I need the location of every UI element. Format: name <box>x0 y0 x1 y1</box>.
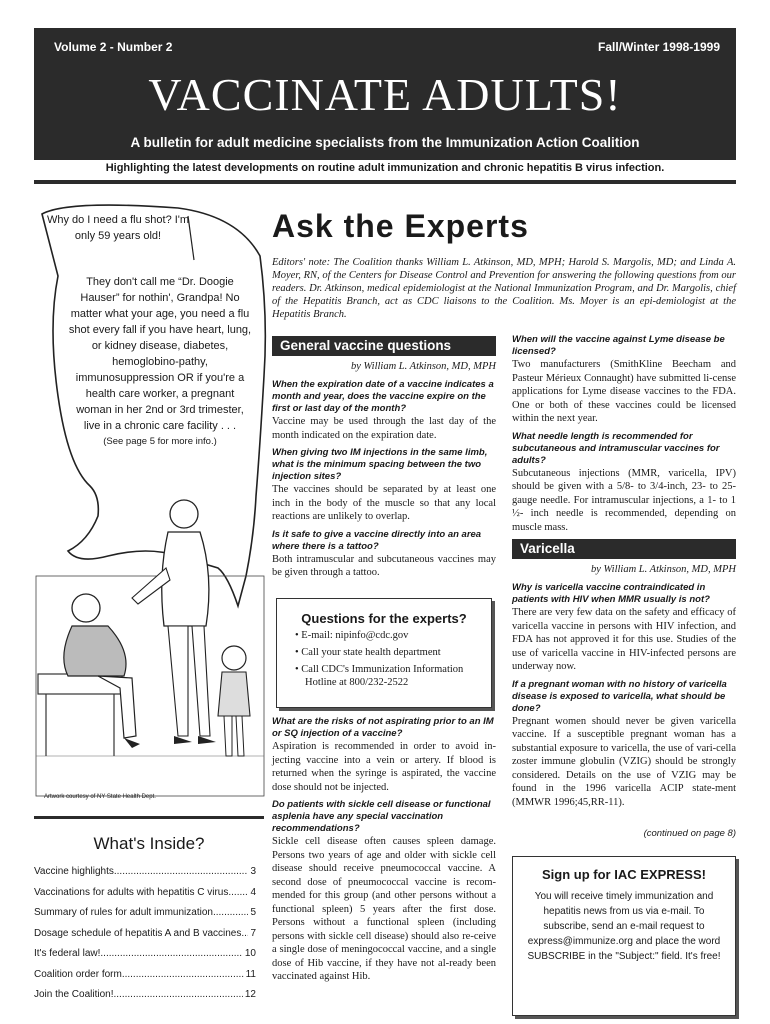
toc-leader <box>114 989 243 1000</box>
toc-page: 12 <box>244 989 256 1000</box>
toc-leader <box>213 907 248 918</box>
answer-text: Sickle cell disease often causes spleen damage. Persons two years of age and older with sickle cell disease should receive pneumococcal vaccine. A second dose of pneumococcal vaccine is recom-mended for this group (and other persons without a functional spleen) 5 years after the first dose. Persons without a functional spleen (including persons with sickle cell disease) should also re-ceive a single dose of meningococcal vaccine, and a single dose of Hib vaccine, if they have not al-ready been vaccinated against Hib. <box>272 836 496 982</box>
general-heading: General vaccine questions <box>272 336 496 356</box>
answer-text: Pregnant women should never be given varicella vaccine. If a susceptible pregnant woman has a substantial exposure to varicella, the use of vari-cella zoster immune globulin (VZIG) should be strongly considered. Details on the use of VZIG may be found in the 1996 varicella ACIP state-ment (MMWR 1996;45,RR-11). <box>512 715 736 808</box>
signup-body: You will receive timely immunization and hepatitis news from us via e-mail. To subscribe, send an e-mail request to express@immunize.org and place the word SUBSCRIBE in the "Subject:" field. It's free! <box>527 891 721 962</box>
toc-label: Coalition order form <box>34 968 122 980</box>
toc-leader <box>241 928 248 939</box>
toc-label: Summary of rules for adult immunization <box>34 907 213 918</box>
toc-item[interactable] <box>34 989 256 1000</box>
toc-item[interactable] <box>34 928 256 939</box>
question-text: When the expiration date of a vaccine indicates a month and year, does the vaccine expire on the first or last day of the month? <box>272 379 494 414</box>
question-text: What are the risks of not aspirating prior to an IM or SQ injection of a vaccine? <box>272 716 494 739</box>
questions-box-list <box>295 629 491 693</box>
child-body <box>218 672 250 716</box>
issue-season: Fall/Winter 1998-1999 <box>598 40 720 54</box>
header-rule <box>34 180 736 184</box>
question-text: Why is varicella vaccine contraindicated in patients with HIV when MMR usually is not? <box>512 582 710 605</box>
editors-note: Editors' note: The Coalition thanks William L. Atkinson, MD, MPH; Harold S. Margolis, MD; and Linda A. Moyer, RN, of the Centers for Disease Control and Prevention for answering the following questions from our readers. Dr. Atkinson, medical epidemiologist at the National Immunization Program, and Dr. Margolis, chief of the Hepatitis Branch, act as CDC liaisons to the Coalition. Ms. Moyer is an epi-demiologist at the Hepatitis Branch. <box>272 257 736 320</box>
varicella-heading: Varicella <box>512 539 736 559</box>
toc-label: It's federal law! <box>34 948 101 959</box>
toc-item[interactable] <box>34 907 256 918</box>
question-text: Do patients with sickle cell disease or functional asplenia have any special vaccination recommendations? <box>272 799 491 834</box>
contact-email[interactable]: • E-mail: nipinfo@cdc.gov <box>295 630 409 641</box>
answer-text: The vaccines should be separated by at least one inch in the body of the muscle so that any local reactions are unlikely to overlap. <box>272 484 496 522</box>
contact-hotline: • Call CDC's Immunization Information Hotline at 800/232-2522 <box>295 664 464 688</box>
toc-item[interactable] <box>34 948 256 959</box>
inside-rule <box>34 816 264 819</box>
toc-page: 10 <box>244 948 256 959</box>
question-text: Is it safe to give a vaccine directly into an area where there is a tattoo? <box>272 528 482 552</box>
bulletin-subtitle: A bulletin for adult medicine specialists from the Immunization Action Coalition <box>130 135 640 150</box>
contact-state: • Call your state health department <box>295 647 441 658</box>
patient-body <box>64 626 126 676</box>
toc-item[interactable] <box>34 887 256 898</box>
answer-text: Aspiration is recommended in order to avoid in-jecting vaccine into a vein or artery. If blood is returned when the syringe is aspirated, the vaccine dose should not be injected. <box>272 741 496 793</box>
varicella-qa-list <box>512 582 736 809</box>
signup-title: Sign up for IAC EXPRESS! <box>542 867 706 882</box>
volume-number: Volume 2 - Number 2 <box>54 40 173 54</box>
toc-page: 4 <box>250 886 256 898</box>
questions-box-title: Questions for the experts? <box>301 611 467 626</box>
general-qa-list-2 <box>272 716 496 984</box>
cartoon-question: Why do I need a flu shot? I'm only 59 years old! <box>46 214 190 242</box>
answer-text: Both intramuscular and subcutaneous vaccines may be given through a tattoo. <box>272 553 496 578</box>
toc-item[interactable] <box>34 866 256 877</box>
section-title: Ask the Experts <box>272 208 529 244</box>
general-qa-list <box>272 379 496 580</box>
highlight-line: Highlighting the latest developments on routine adult immunization and chronic hepatitis B virus infection. <box>105 162 665 174</box>
column-general <box>272 336 496 585</box>
toc-leader <box>114 866 249 877</box>
general-byline: by William L. Atkinson, MD, MPH <box>350 360 496 372</box>
toc-label: Dosage schedule of hepatitis A and B vaccines <box>34 927 242 939</box>
toc-label: Vaccine highlights <box>34 866 114 877</box>
child-head <box>222 646 246 670</box>
toc-label: Vaccinations for adults with hepatitis C virus <box>34 886 229 898</box>
answer-text: There are very few data on the safety and efficacy of varicella vaccine in persons with HIV infection, and FDA has not approved it for this use. Studies of the use of varicella vaccine in HIV-infected persons are underway now. <box>512 607 736 672</box>
answer-text: Two manufacturers (SmithKline Beecham and Pasteur Mérieux Connaught) have submitted li-cense applications for Lyme disease vaccines to the FDA. One or both of these vaccines could be licensed within the next year. <box>512 359 736 424</box>
column-general-continued <box>272 716 496 989</box>
answer-text: Vaccine may be used through the last day of the month indicated on the expiration date. <box>272 416 496 441</box>
toc-page: 3 <box>250 866 256 877</box>
toc-item[interactable] <box>34 969 256 980</box>
cartoon-see-page: (See page 5 for more info.) <box>103 436 217 447</box>
signup-box <box>512 856 736 1016</box>
questions-box <box>276 598 492 708</box>
masthead <box>34 28 736 160</box>
inside-title: What's Inside? <box>93 834 205 853</box>
patient-head <box>72 594 100 622</box>
toc-page: 11 <box>245 968 256 980</box>
right-qa-list <box>512 334 736 534</box>
cartoon-response-text: They don't call me “Dr. Doogie Hauser” for nothin', Grandpa! No matter what your age, you need a flu shot every fall if you have heart, lung, or kidney disease, diabetes, hemoglobino-pathy, immunosuppression OR if you're a health care worker, a pregnant woman in her 2nd or 3rd trimester, live in a chronic care facility . . . <box>68 276 252 432</box>
question-text: When giving two IM injections in the same limb, what is the minimum spacing between the two injection sites? <box>272 447 488 482</box>
cartoon-response <box>68 274 252 450</box>
toc-page: 7 <box>250 927 256 939</box>
doctor-head <box>170 500 198 528</box>
answer-text: Subcutaneous injections (MMR, varicella, IPV) should be given with a 5/8- to 3/4-inch, 23- to 25-gauge needle. For intramuscular injections, a 1- to 1 ½- inch needle is recommended, depending on muscle mass. <box>512 467 736 533</box>
toc-page: 5 <box>250 907 256 918</box>
question-text: What needle length is recommended for subcutaneous and intramuscular vaccines for adults? <box>512 430 720 466</box>
toc-leader <box>228 887 248 898</box>
column-right <box>512 334 736 814</box>
toc-leader <box>122 969 244 980</box>
question-text: If a pregnant woman with no history of varicella disease is exposed to varicella, what should be done? <box>512 678 727 714</box>
varicella-byline: by William L. Atkinson, MD, MPH <box>590 563 736 575</box>
newsletter-title: VACCINATE ADULTS! <box>148 69 622 120</box>
toc-leader <box>100 948 242 959</box>
question-text: When will the vaccine against Lyme disease be licensed? <box>512 334 725 357</box>
artwork-credit: Artwork courtesy of NY State Health Dept. <box>44 794 156 800</box>
continued-note: (continued on page 8) <box>643 828 736 839</box>
toc-label: Join the Coalition! <box>34 989 114 1000</box>
